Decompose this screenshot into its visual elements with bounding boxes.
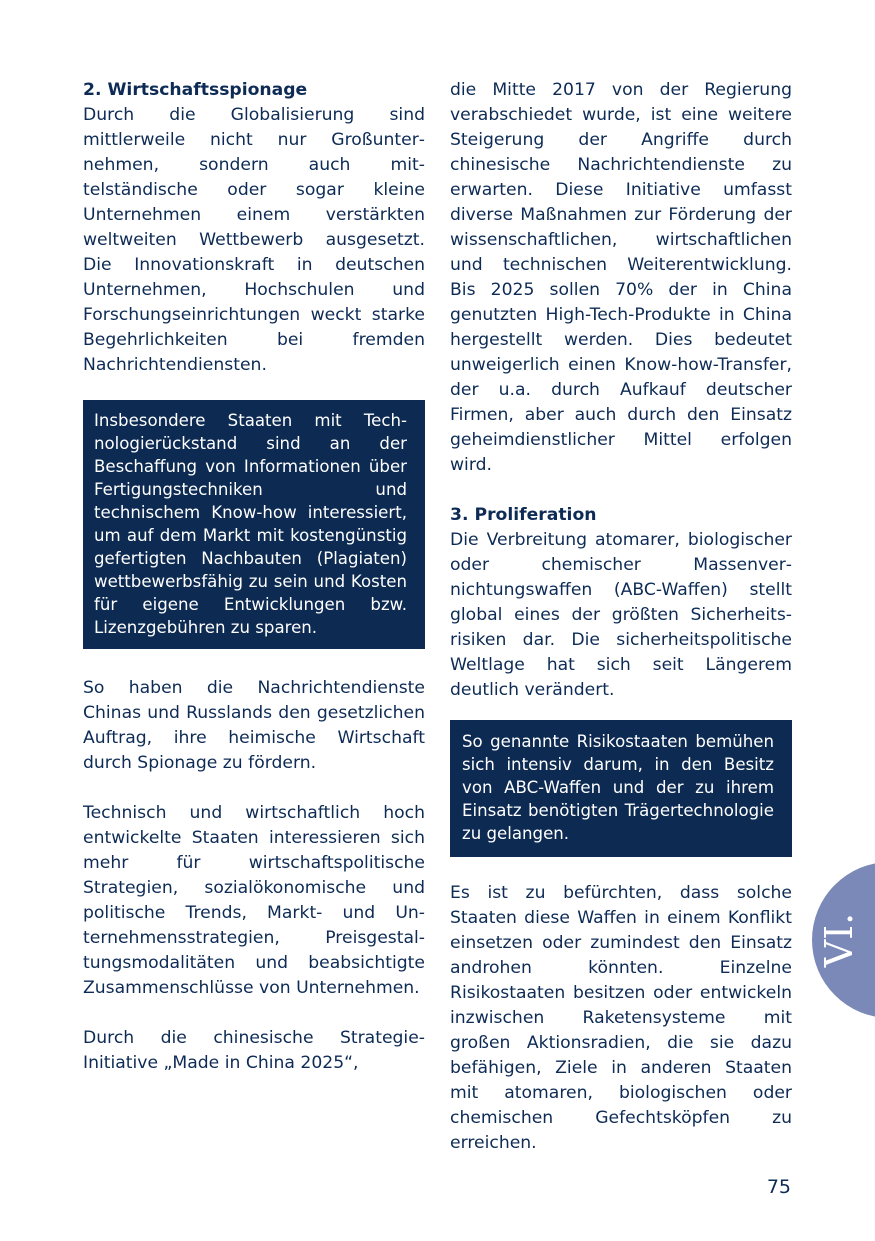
section-heading-proliferation: 3. Proliferation (450, 505, 597, 525)
callout-box-risikostaaten: So genannte Risikostaaten bemühen sich intensiv darum, in den Besitz von ABC-Waffen und der zu ihrem Einsatz benötigten Trägertechnologie zu gelangen. (450, 720, 792, 857)
page-number: 75 (766, 1176, 791, 1198)
right-column (450, 78, 792, 1156)
paragraph-hoch-entwickelte-staaten: Technisch und wirtschaftlich hoch entwickelte Staaten interessieren sich mehr für wirtschaftspolitische Strategien, sozialökonomische und politische Trends, Markt- und Unternehmensstrategien, Preisgestaltungsmodalitäten und beabsichtigte Zusammenschlüsse von Unternehmen. (83, 803, 425, 998)
paragraph-abc-waffen: Die Verbreitung atomarer, biologischer oder chemischer Massenvernichtungswaffen (ABC-Waffen) stellt global eines der größten Sicherheitsrisiken dar. Die sicherheitspolitische Weltlage hat sich seit Längerem deutlich verändert. (450, 530, 792, 700)
paragraph-spacer (83, 776, 425, 801)
chapter-tab-label: VI. (817, 912, 861, 968)
paragraph-globalisierung: Durch die Globalisierung sind mittlerweile nicht nur Großunternehmen, sondern auch mittelständische oder sogar kleine Unternehmen einem verstärkten weltweiten Wettbewerb ausgesetzt. Die Innovationskraft in deutschen Unternehmen, Hochschulen und Forschungseinrichtungen weckt starke Begehrlichkeiten bei fremden Nachrichtendiensten. (83, 105, 425, 375)
paragraph-spacer (83, 1001, 425, 1026)
paragraph-made-in-china-continued: die Mitte 2017 von der Regierung verabschiedet wurde, ist eine weitere Steigerung der Angriffe durch chinesische Nachrichtendienste zu erwarten. Diese Initiative umfasst diverse Maßnahmen zur Förderung der wissenschaftlichen, wirtschaftlichen und technischen Weiterentwicklung. Bis 2025 sollen 70% der in China genutzten High-Tech-Produkte in China hergestellt werden. Dies bedeutet unweigerlich einen Know-how-Transfer, der u.a. durch Aufkauf deutscher Firmen, aber auch durch den Einsatz geheimdienstlicher Mittel erfolgen wird. (450, 80, 792, 475)
paragraph-made-in-china: Durch die chinesische Strategie-Initiative „Made in China 2025“, (83, 1028, 425, 1073)
paragraph-nachrichtendienste-china-russland: So haben die Nachrichtendienste Chinas und Russlands den gesetzlichen Auftrag, ihre heimische Wirtschaft durch Spionage zu fördern. (83, 678, 425, 773)
paragraph-spacer (450, 478, 792, 503)
callout-box-technologierueckstand: Insbesondere Staaten mit Technologierückstand sind an der Beschaffung von Informationen über Fertigungstechniken und technischem Know-how interessiert, um auf dem Markt mit kostengünstig gefertigten Nachbauten (Plagiaten) wettbewerbsfähig zu sein und Kosten für eigene Entwicklungen bzw. Lizenzgebühren zu sparen. (83, 400, 425, 649)
paragraph-raketensysteme: Es ist zu befürchten, dass solche Staaten diese Waffen in einem Konflikt einsetzen oder zumindest den Einsatz androhen könnten. Einzelne Risikostaaten besitzen oder entwickeln inzwischen Raketensysteme mit großen Aktionsradien, die sie dazu befähigen, Ziele in anderen Staaten mit atomaren, biologischen oder chemischen Gefechtsköpfen zu erreichen. (450, 883, 792, 1153)
section-heading-wirtschaftsspionage: 2. Wirtschaftsspionage (83, 80, 308, 100)
left-column (83, 78, 425, 1076)
